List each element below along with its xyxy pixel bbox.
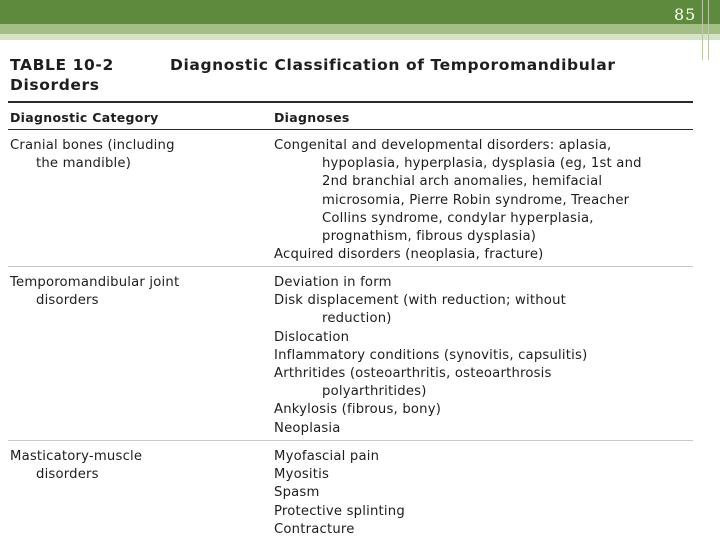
diagnosis-item: Contracture: [274, 521, 355, 537]
table-row-diagnoses: [274, 448, 704, 539]
row-divider: [8, 440, 693, 441]
column-header-diagnoses: Diagnoses: [274, 110, 350, 125]
diagnosis-item: Protective splinting: [274, 503, 405, 519]
diagnosis-item: Inflammatory conditions (synovitis, capsulitis): [274, 347, 588, 363]
header-band-accent: [0, 24, 720, 34]
diagnosis-item: Acquired disorders (neoplasia, fracture): [274, 247, 544, 263]
header-band-fade: [0, 34, 720, 40]
category-line: the mandible): [36, 156, 132, 172]
row-divider: [8, 266, 693, 267]
diagnosis-item: Myositis: [274, 467, 330, 483]
category-line: Masticatory-muscle: [10, 449, 143, 464]
table-row-category: [10, 274, 179, 310]
diagnosis-item: Disk displacement (with reduction; without reduction): [274, 293, 566, 327]
table-top-rule: [8, 101, 693, 103]
category-line: Cranial bones (including: [10, 138, 175, 153]
table-title-line2: Disorders: [10, 76, 100, 94]
column-header-category: Diagnostic Category: [10, 110, 159, 125]
decorative-line: [702, 0, 703, 60]
table-title-text: Diagnostic Classification of Temporomandibular: [170, 56, 616, 74]
decorative-line: [708, 0, 709, 60]
diagnosis-item: Congenital and developmental disorders: aplasia, hypoplasia, hyperplasia, dysplasia (eg, 1st and 2nd branchial arch anomalies, hemifacial microsomia, Pierre Robin syndrome, Treacher Collins syndrome, condylar hyperplasia, prognathism, fibrous dysplasia): [274, 138, 642, 245]
header-rule: [8, 129, 693, 130]
diagnosis-item: Myofascial pain: [274, 449, 380, 464]
table-title: [10, 55, 700, 95]
category-line: Temporomandibular joint: [10, 275, 180, 290]
header-band: [0, 0, 720, 24]
diagnosis-item: Spasm: [274, 485, 320, 501]
table-number: TABLE 10-2: [10, 56, 114, 74]
table-row-category: [10, 448, 142, 484]
category-line: disorders: [36, 293, 99, 309]
table-row-category: [10, 137, 175, 173]
diagnosis-item: Dislocation: [274, 329, 350, 345]
diagnosis-item: Neoplasia: [274, 420, 341, 436]
table-row-diagnoses: [274, 137, 704, 264]
slide-number: 85: [674, 5, 697, 24]
diagnosis-item: Ankylosis (fibrous, bony): [274, 402, 442, 418]
diagnosis-item: Arthritides (osteoarthritis, osteoarthrosis polyarthritides): [274, 366, 552, 400]
category-line: disorders: [36, 467, 99, 483]
diagnosis-item: Deviation in form: [274, 275, 392, 290]
table-row-diagnoses: [274, 274, 704, 438]
